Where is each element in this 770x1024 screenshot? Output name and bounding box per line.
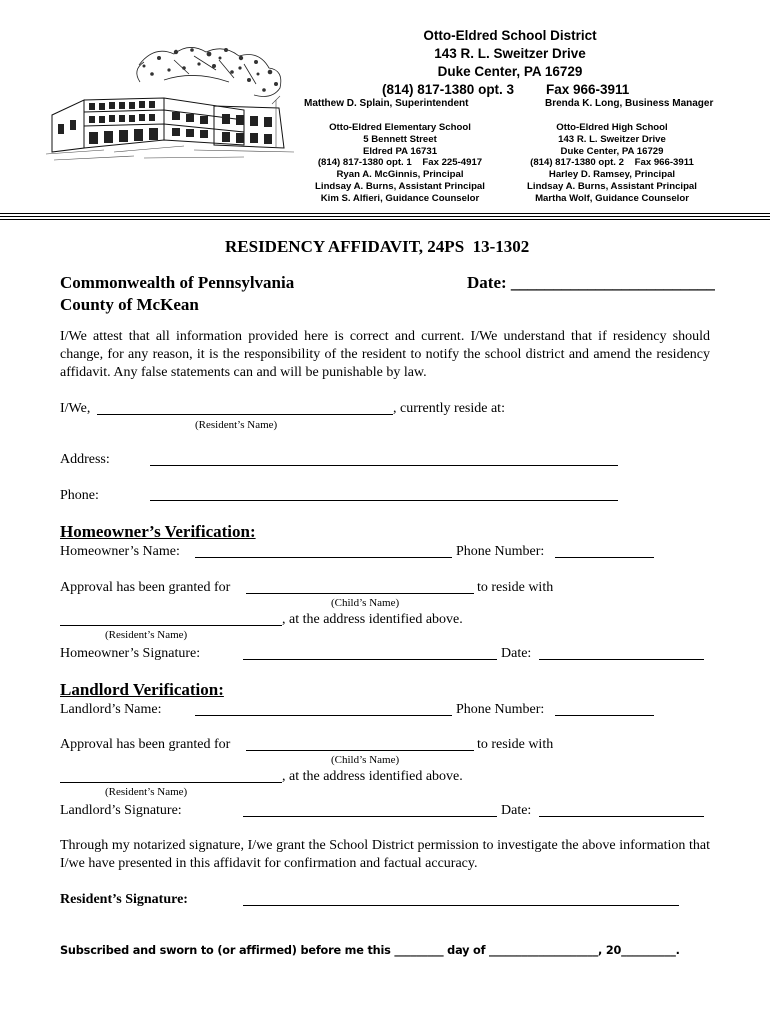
county-label: County of McKean — [60, 295, 199, 314]
district-address-line2: Duke Center, PA 16729 — [437, 64, 583, 79]
homeowner-phone-label: Phone Number: — [456, 544, 545, 559]
homeowner-child-name-field[interactable] — [246, 593, 474, 594]
homeowner-resident-caption: (Resident’s Name) — [105, 629, 188, 641]
resident-signature-label: Resident’s Signature: — [60, 892, 188, 907]
homeowner-reside-with-label: to reside with — [477, 580, 554, 595]
landlord-child-name-field[interactable] — [246, 750, 474, 751]
address-label: Address: — [60, 452, 110, 467]
date-field[interactable]: Date: ________________________ — [467, 273, 715, 292]
district-address-line1: 143 R. L. Sweitzer Drive — [434, 46, 586, 61]
phone-label: Phone: — [60, 488, 99, 503]
district-name: Otto-Eldred School District — [423, 28, 597, 43]
form-title: RESIDENCY AFFIDAVIT, 24PS 13-1302 — [225, 237, 530, 256]
landlord-name-field[interactable] — [195, 715, 452, 716]
homeowner-child-caption: (Child’s Name) — [331, 597, 400, 609]
high-school-line: (814) 817-1380 opt. 2 Fax 966-3911 — [530, 157, 694, 169]
landlord-phone-field[interactable] — [555, 715, 654, 716]
homeowner-date-label: Date: — [501, 646, 532, 661]
high-school-line: Otto-Eldred High School — [556, 122, 668, 133]
homeowner-resident-name-field[interactable] — [60, 625, 282, 626]
superintendent: Matthew D. Splain, Superintendent — [304, 98, 469, 109]
homeowner-approval-label: Approval has been granted for — [60, 580, 231, 595]
homeowner-address-text: , at the address identified above. — [282, 612, 463, 627]
attest-paragraph: I/We attest that all information provided here is correct and current. I/We understand that if residency should change, for any reason, it is the responsibility of the resident to notify the school district and amend the residency affidavit. Any false statements can and will be punishable by law. — [60, 329, 710, 380]
elementary-line: (814) 817-1380 opt. 1 Fax 225-4917 — [317, 157, 483, 169]
high-school-line: Harley D. Ramsey, Principal — [548, 169, 676, 181]
homeowner-heading: Homeowner’s Verification: — [60, 522, 256, 541]
landlord-resident-name-field[interactable] — [60, 782, 282, 783]
district-fax: Fax 966-3911 — [546, 82, 630, 97]
resident-name-field[interactable] — [97, 414, 393, 415]
landlord-signature-label: Landlord’s Signature: — [60, 803, 182, 818]
landlord-resident-caption: (Resident’s Name) — [105, 786, 188, 798]
elementary-school-block — [300, 122, 500, 205]
reside-label: , currently reside at: — [393, 401, 505, 416]
homeowner-phone-field[interactable] — [555, 557, 654, 558]
landlord-reside-with-label: to reside with — [477, 737, 554, 752]
high-school-block — [512, 122, 712, 205]
phone-field[interactable] — [150, 500, 618, 501]
elementary-line: 5 Bennett Street — [363, 133, 437, 145]
homeowner-name-label: Homeowner’s Name: — [60, 544, 180, 559]
address-field[interactable] — [150, 465, 618, 466]
business-manager: Brenda K. Long, Business Manager — [545, 98, 714, 109]
landlord-approval-label: Approval has been granted for — [60, 737, 231, 752]
landlord-address-text: , at the address identified above. — [282, 769, 463, 784]
district-phone: (814) 817-1380 opt. 3 — [382, 82, 515, 97]
high-school-line: Martha Wolf, Guidance Counselor — [535, 192, 689, 204]
landlord-heading: Landlord Verification: — [60, 680, 224, 699]
landlord-child-caption: (Child’s Name) — [331, 754, 400, 766]
school-building-illustration — [44, 40, 304, 170]
homeowner-name-field[interactable] — [195, 557, 452, 558]
elementary-line: Ryan A. McGinnis, Principal — [336, 169, 464, 181]
resident-name-caption: (Resident’s Name) — [195, 419, 278, 431]
landlord-signature-field[interactable] — [243, 816, 497, 817]
elementary-line: Kim S. Alfieri, Guidance Counselor — [320, 192, 480, 204]
landlord-date-field[interactable] — [539, 816, 704, 817]
homeowner-signature-label: Homeowner’s Signature: — [60, 646, 201, 661]
landlord-date-label: Date: — [501, 803, 532, 818]
commonwealth-label: Commonwealth of Pennsylvania — [60, 273, 295, 292]
elementary-line: Lindsay A. Burns, Assistant Principal — [315, 180, 485, 192]
notary-sworn-statement: Subscribed and sworn to (or affirmed) before me this _________ day of ____________________, 20__________. — [60, 944, 680, 957]
resident-signature-field[interactable] — [243, 905, 679, 906]
elementary-line: Otto-Eldred Elementary School — [329, 122, 471, 133]
elementary-line: Eldred PA 16731 — [362, 145, 438, 157]
high-school-line: Duke Center, PA 16729 — [560, 145, 664, 157]
iwe-label: I/We, — [60, 401, 91, 416]
high-school-line: Lindsay A. Burns, Assistant Principal — [527, 180, 697, 192]
homeowner-signature-field[interactable] — [243, 659, 497, 660]
homeowner-date-field[interactable] — [539, 659, 704, 660]
high-school-line: 143 R. L. Sweitzer Drive — [558, 133, 666, 145]
landlord-name-label: Landlord’s Name: — [60, 702, 162, 717]
letterhead-divider — [0, 213, 770, 223]
landlord-phone-label: Phone Number: — [456, 702, 545, 717]
notarized-paragraph: Through my notarized signature, I/we grant the School District permission to investigate the above information that I/we have presented in this affidavit for confirmation and factual accuracy. — [60, 838, 710, 871]
